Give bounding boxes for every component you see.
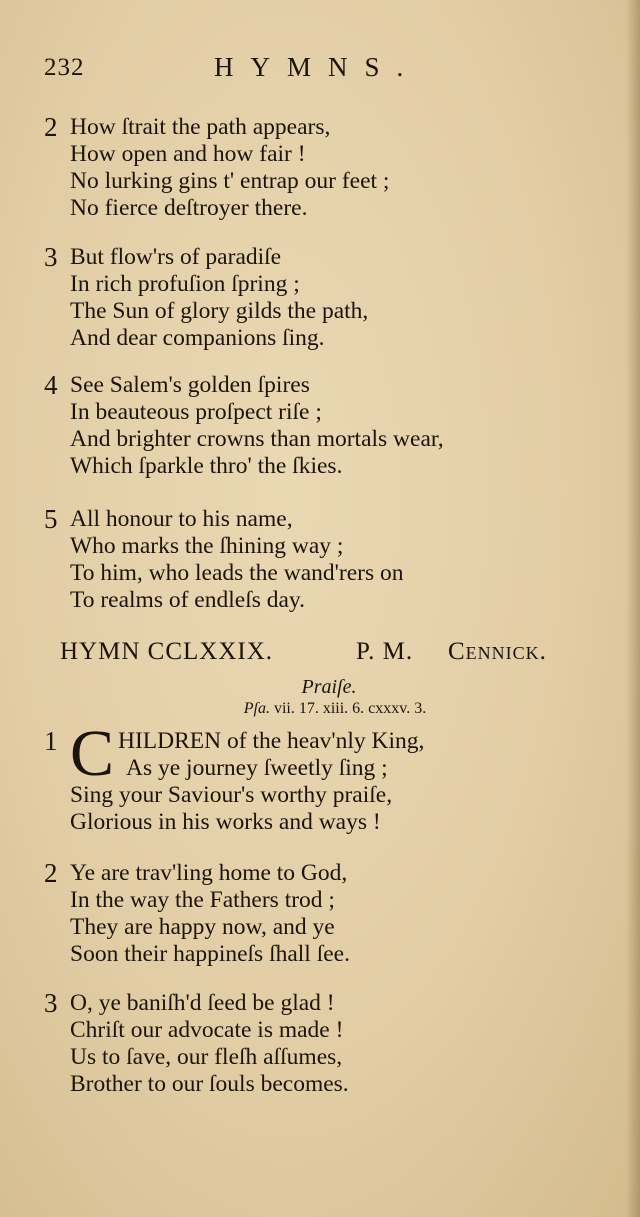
verse-line: Chriſt our advocate is made ! bbox=[70, 1017, 344, 1043]
verse-line: All honour to his name, bbox=[70, 506, 293, 532]
scripture-verses: vii. 17. xiii. 6. cxxxv. 3. bbox=[273, 700, 427, 717]
hymn-author: Cennick. bbox=[448, 638, 547, 665]
verse-line: The Sun of glory gilds the path, bbox=[70, 298, 369, 324]
verse-line: Who marks the ſhining way ; bbox=[70, 533, 344, 559]
running-head bbox=[44, 52, 444, 88]
verse-line: Which ſparkle thro' the ſkies. bbox=[70, 453, 343, 479]
hymn-title: HYMN CCLXXIX. bbox=[60, 638, 273, 665]
stanza-number: 5 bbox=[44, 504, 58, 534]
verse-line: Glorious in his works and ways ! bbox=[70, 809, 381, 835]
verse-line: Brother to our ſouls becomes. bbox=[70, 1071, 349, 1097]
scripture-references bbox=[0, 700, 640, 718]
stanza bbox=[44, 244, 564, 354]
scripture-book: Pſa. bbox=[243, 700, 270, 717]
verse-line: See Salem's golden ſpires bbox=[70, 372, 310, 398]
stanza-number: 3 bbox=[44, 242, 58, 272]
verse-line: And dear companions ſing. bbox=[70, 325, 325, 351]
stanza bbox=[44, 860, 564, 970]
running-title: HYMNS. bbox=[214, 52, 421, 82]
verse-line: How ſtrait the path appears, bbox=[70, 114, 331, 140]
hymn-subject: Praiſe. bbox=[301, 676, 357, 698]
verse-line: Sing your Saviour's worthy praiſe, bbox=[70, 782, 393, 808]
verse-line: In rich profuſion ſpring ; bbox=[70, 271, 300, 297]
stanza bbox=[44, 506, 564, 616]
stanza bbox=[44, 717, 564, 838]
page-edge-shadow bbox=[626, 0, 640, 1217]
verse-line: In beauteous proſpect riſe ; bbox=[70, 399, 322, 425]
stanza bbox=[44, 990, 564, 1100]
page-number: 232 bbox=[44, 54, 85, 81]
verse-line: No fierce deſtroyer there. bbox=[70, 195, 308, 221]
hymn-meter: P. M. bbox=[356, 638, 414, 665]
verse-line: To him, who leads the wand'rers on bbox=[70, 560, 404, 586]
stanza bbox=[44, 372, 564, 482]
stanza bbox=[44, 114, 564, 224]
verse-line: No lurking gins t' entrap our feet ; bbox=[70, 168, 390, 194]
stanza-number: 3 bbox=[44, 988, 58, 1018]
verse-line: HILDREN of the heav'nly King, bbox=[118, 728, 425, 754]
verse-line: How open and how fair ! bbox=[70, 141, 306, 167]
hymn-heading bbox=[44, 638, 584, 672]
stanza-number: 1 bbox=[44, 726, 58, 756]
verse-line: O, ye baniſh'd ſeed be glad ! bbox=[70, 990, 335, 1016]
drop-cap: C bbox=[70, 717, 115, 790]
stanza-number: 4 bbox=[44, 370, 58, 400]
verse-line: To realms of endleſs day. bbox=[70, 587, 306, 613]
verse-line: Ye are trav'ling home to God, bbox=[70, 860, 348, 886]
verse-line: Soon their happineſs ſhall ſee. bbox=[70, 941, 350, 967]
verse-line: As ye journey ſweetly ſing ; bbox=[126, 755, 388, 781]
verse-line: In the way the Fathers trod ; bbox=[70, 887, 335, 913]
stanza-number: 2 bbox=[44, 112, 58, 142]
verse-line: But flow'rs of paradiſe bbox=[70, 244, 282, 270]
verse-line: Us to ſave, our fleſh aſſumes, bbox=[70, 1044, 343, 1070]
stanza-number: 2 bbox=[44, 858, 58, 888]
verse-line: And brighter crowns than mortals wear, bbox=[70, 426, 444, 452]
verse-line: They are happy now, and ye bbox=[70, 914, 335, 940]
